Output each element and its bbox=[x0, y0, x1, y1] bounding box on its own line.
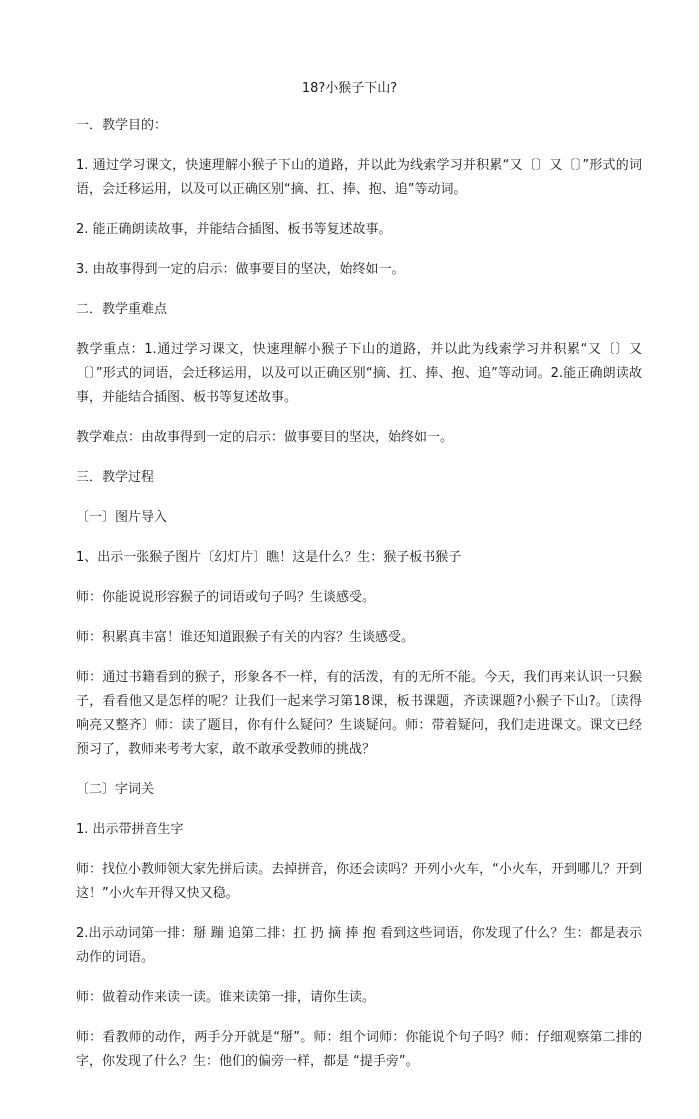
paragraph: 师：积累真丰富！谁还知道跟猴子有关的内容？生谈感受。 bbox=[76, 630, 415, 645]
paragraph: 2. 能正确朗读故事，并能结合插图、板书等复述故事。 bbox=[76, 222, 392, 237]
paragraph: 教学重点：1.通过学习课文，快速理解小猴子下山的道路，并以此为线索学习并积累“又〔〕又〔〕”形式的词语，会迁移运用，以及可以正确区别“摘、扛、捧、抱、追”等动词。2.能正确朗读故事，并能结合插图、板书等复述故事。 bbox=[76, 342, 642, 405]
subsection-heading: 〔二〕字词关 bbox=[76, 782, 155, 797]
paragraph: 师：做着动作来读一读。谁来读第一排，请你生读。 bbox=[76, 990, 376, 1005]
section-heading: 一．教学目的： bbox=[76, 118, 168, 133]
paragraph: 师：看教师的动作，两手分开就是“掰”。师：组个词师：你能说个句子吗？师：仔细观察第二排的字，你发现了什么？生：他们的偏旁一样，都是 “提手旁”。 bbox=[76, 1030, 642, 1069]
document-body bbox=[76, 114, 642, 1090]
section-heading: 三．教学过程 bbox=[76, 470, 155, 485]
document-title: 18?小猴子下山? bbox=[301, 81, 398, 96]
paragraph: 1、出示一张猴子图片〔幻灯片〕瞧！这是什么？生：猴子板书猴子 bbox=[76, 550, 462, 565]
paragraph: 师：找位小教师领大家先拼后读。去掉拼音，你还会读吗？开列小火车，“小火车，开到哪儿？开到这！”小火车开得又快又稳。 bbox=[76, 862, 642, 901]
paragraph: 1. 出示带拼音生字 bbox=[76, 822, 184, 837]
paragraph: 1. 通过学习课文，快速理解小猴子下山的道路，并以此为线索学习并积累“又〔〕又〔〕”形式的词语，会迁移运用，以及可以正确区别“摘、扛、捧、抱、追”等动词。 bbox=[76, 158, 642, 197]
paragraph: 师：你能说说形容猴子的词语或句子吗？生谈感受。 bbox=[76, 590, 376, 605]
paragraph: 3. 由故事得到一定的启示：做事要目的坚决，始终如一。 bbox=[76, 262, 405, 277]
paragraph: 2.出示动词第一排：掰 蹦 追第二排：扛 扔 摘 捧 抱 看到这些词语，你发现了什么？生：都是表示动作的词语。 bbox=[76, 926, 642, 965]
section-heading: 二．教学重难点 bbox=[76, 302, 168, 317]
subsection-heading: 〔一〕图片导入 bbox=[76, 510, 168, 525]
paragraph: 教学难点：由故事得到一定的启示：做事要目的坚决，始终如一。 bbox=[76, 430, 454, 445]
paragraph: 师：通过书籍看到的猴子，形象各不一样，有的活泼，有的无所不能。今天，我们再来认识一只猴子，看看他又是怎样的呢？让我们一起来学习第18课，板书课题，齐读课题?小猴子下山?。〔读得响亮又整齐〕师：读了题目，你有什么疑问？生谈疑问。师：带着疑问，我们走进课文。课文已经预习了，教师来考考大家，敢不敢承受教师的挑战？ bbox=[76, 670, 642, 757]
